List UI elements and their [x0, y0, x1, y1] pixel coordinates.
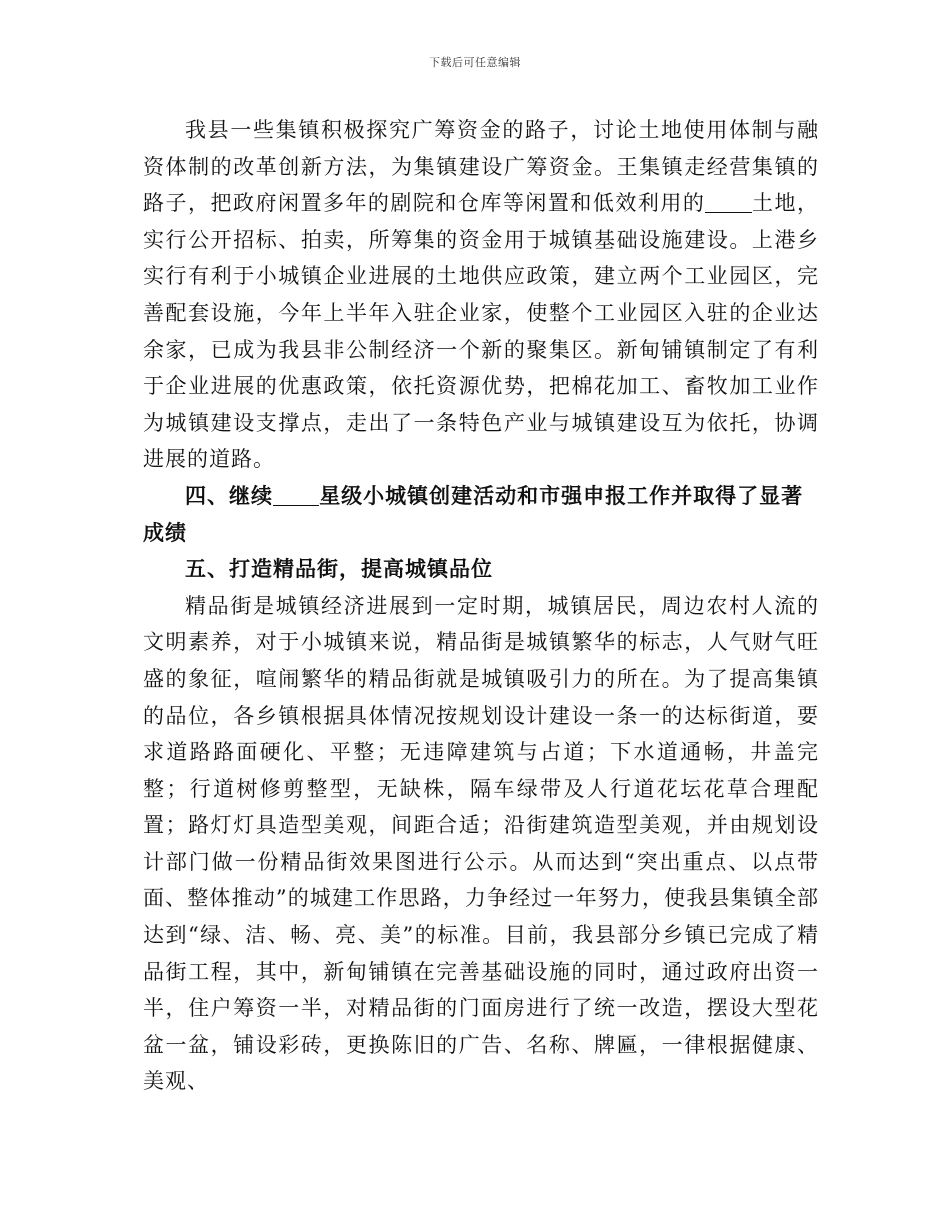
section-heading-5: 五、打造精品街，提高城镇品位: [185, 556, 493, 582]
section-heading-4-part1: 四、继续: [185, 482, 273, 508]
paragraph-fundraising-part2: 土地，实行公开招标、拍卖，所筹集的资金用于城镇基础设施建设。上港乡实行有利于小城镇企业进展的土地供应政策，建立两个工业园区，完善配套设施，今年上半年入驻企业家，使整个工业园区入驻的企业达余家，已成为我县非公制经济一个新的聚集区。新甸铺镇制定了有利于企业进展的优惠政策，依托资源优势，把棉花加工、畜牧加工业作为城镇建设支撑点，走出了一条特色产业与城镇建设互为依托，协调进展的道路。: [143, 191, 820, 472]
paragraph-boutique-street: 精品街是城镇经济进展到一定时期，城镇居民，周边农村人流的文明素养，对于小城镇来说，精品街是城镇繁华的标志，人气财气旺盛的象征，喧闹繁华的精品街就是城镇吸引力的所在。为了提高集镇的品位，各乡镇根据具体情况按规划设计建设一条一的达标街道，要求道路路面硬化、平整；无违障建筑与占道；下水道通畅，井盖完整；行道树修剪整型，无缺株，隔车绿带及人行道花坛花草合理配置；路灯灯具造型美观，间距合适；沿街建筑造型美观，并由规划设计部门做一份精品街效果图进行公示。从而达到“突出重点、以点带面、整体推动”的城建工作思路，力争经过一年努力，使我县集镇全部达到“绿、洁、畅、亮、美”的标准。目前，我县部分乡镇已完成了精品街工程，其中，新甸铺镇在完善基础设施的同时，通过政府出资一半，住户筹资一半，对精品街的门面房进行了统一改造，摆设大型花盆一盆，铺设彩砖，更换陈旧的广告、名称、牌匾，一律根据健康、美观、: [143, 593, 819, 1094]
page-header: 下载后可任意编辑: [429, 56, 521, 69]
fill-blank: [705, 191, 751, 213]
section-heading-4-part2: 星级小城镇创建活动和市强申报工作并取得了显著成绩: [143, 482, 804, 545]
paragraph-fundraising: [143, 112, 819, 478]
paragraph-fundraising-part1: 我县一些集镇积极探究广筹资金的路子，讨论土地使用体制与融资体制的改革创新方法，为集镇建设广筹资金。王集镇走经营集镇的路子，把政府闲置多年的剧院和仓库等闲置和低效利用的: [143, 118, 819, 216]
fill-blank: [273, 484, 319, 506]
document-body: [143, 112, 819, 1100]
section-heading-4: [143, 478, 819, 551]
